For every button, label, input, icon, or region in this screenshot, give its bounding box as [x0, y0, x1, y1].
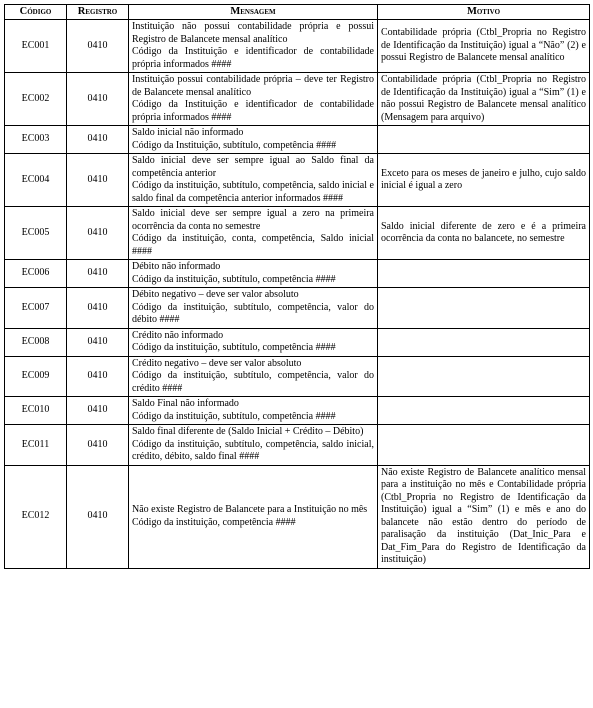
mensagem-line: Débito negativo – deve ser valor absoluto [132, 289, 299, 300]
motivo-cell [378, 425, 590, 466]
error-code: EC006 [5, 260, 67, 288]
mensagem-line: Código da instituição, subtítulo, competência, saldo inicial, crédito, débito, saldo final #### [132, 438, 374, 462]
mensagem-line: Código da Instituição e identificador de contabilidade própria informados #### [132, 46, 374, 70]
mensagem-cell [129, 20, 378, 73]
error-code: EC004 [5, 154, 67, 207]
registro-value: 0410 [67, 288, 129, 329]
motivo-line: Contabilidade própria (Ctbl_Propria no Registro de Identificação da Instituição) igual a “Não” (2) e possui Registro de Balancete mensal analítico [381, 27, 586, 64]
registro-value: 0410 [67, 397, 129, 425]
motivo-cell [378, 328, 590, 356]
mensagem-line: Código da instituição, subtítulo, competência #### [132, 342, 336, 353]
mensagem-line: Código da instituição, subtítulo, competência #### [132, 410, 336, 422]
mensagem-line: Crédito negativo – deve ser valor absoluto [132, 357, 302, 369]
mensagem-cell [129, 154, 378, 207]
registro-value: 0410 [67, 154, 129, 207]
motivo-cell [378, 207, 590, 260]
mensagem-cell [129, 356, 378, 397]
mensagem-line: Não existe Registro de Balancete para a Instituição no mês [132, 504, 368, 515]
error-code: EC010 [5, 397, 67, 425]
mensagem-line: Instituição não possui contabilidade própria e possui Registro de Balancete mensal analítico [132, 21, 374, 45]
mensagem-line: Saldo inicial deve ser sempre igual a zero na primeira ocorrência da conta no semestre [132, 208, 374, 232]
table-row [5, 397, 590, 425]
error-code: EC007 [5, 288, 67, 329]
mensagem-line: Código da instituição, competência #### [132, 516, 296, 528]
error-code: EC012 [5, 465, 67, 568]
motivo-line: Exceto para os meses de janeiro e julho, cujo saldo inicial é igual a zero [381, 167, 586, 191]
registro-value: 0410 [67, 20, 129, 73]
table-row [5, 20, 590, 73]
registro-value: 0410 [67, 328, 129, 356]
header-codigo: Código [5, 5, 67, 20]
mensagem-line: Saldo Final não informado [132, 398, 239, 409]
mensagem-cell [129, 397, 378, 425]
header-mensagem: Mensagem [129, 5, 378, 20]
error-code: EC002 [5, 73, 67, 126]
motivo-line: Saldo inicial diferente de zero e é a primeira ocorrência da conta no balancete, no semestre [381, 220, 586, 244]
mensagem-cell [129, 465, 378, 568]
header-registro: Registro [67, 5, 129, 20]
motivo-cell [378, 154, 590, 207]
header-motivo: Motivo [378, 5, 590, 20]
table-row [5, 328, 590, 356]
registro-value: 0410 [67, 126, 129, 154]
mensagem-line: Código da instituição, subtítulo, competência, valor do crédito #### [132, 370, 374, 394]
registro-value: 0410 [67, 207, 129, 260]
mensagem-line: Código da instituição, subtítulo, competência, saldo inicial e saldo final da competência anterior informados #### [132, 180, 374, 204]
error-code: EC008 [5, 328, 67, 356]
mensagem-cell [129, 260, 378, 288]
table-row [5, 288, 590, 329]
mensagem-cell [129, 126, 378, 154]
mensagem-cell [129, 73, 378, 126]
mensagem-line: Código da instituição, subtítulo, competência #### [132, 273, 336, 285]
registro-value: 0410 [67, 425, 129, 466]
mensagem-cell [129, 328, 378, 356]
table-row [5, 154, 590, 207]
error-code: EC003 [5, 126, 67, 154]
motivo-cell [378, 465, 590, 568]
table-body [5, 20, 590, 569]
error-code: EC001 [5, 20, 67, 73]
mensagem-line: Instituição possui contabilidade própria – deve ter Registro de Balancete mensal analítico [132, 74, 374, 98]
mensagem-line: Saldo inicial não informado [132, 127, 244, 138]
motivo-cell [378, 397, 590, 425]
mensagem-line: Débito não informado [132, 261, 221, 272]
registro-value: 0410 [67, 73, 129, 126]
error-code: EC009 [5, 356, 67, 397]
motivo-cell [378, 126, 590, 154]
header-row [5, 5, 590, 20]
table-row [5, 73, 590, 126]
registro-value: 0410 [67, 356, 129, 397]
motivo-line: Contabilidade própria (Ctbl_Propria no Registro de Identificação da Instituição) igual a “Sim” (1) e não possui Registro de Balancete mensal analítico (Mensagem para arquivo) [381, 74, 586, 123]
mensagem-line: Código da Instituição e identificador de contabilidade própria informados #### [132, 99, 374, 123]
error-code: EC011 [5, 425, 67, 466]
table-row [5, 207, 590, 260]
mensagem-line: Saldo final diferente de (Saldo Inicial + Crédito – Débito) [132, 426, 364, 437]
mensagem-cell [129, 288, 378, 329]
mensagem-cell [129, 425, 378, 466]
mensagem-line: Código da instituição, subtítulo, competência, valor do débito #### [132, 301, 374, 325]
error-code: EC005 [5, 207, 67, 260]
motivo-cell [378, 356, 590, 397]
mensagem-line: Código da instituição, conta, competência, Saldo inicial #### [132, 233, 374, 257]
motivo-cell [378, 288, 590, 329]
motivo-cell [378, 73, 590, 126]
mensagem-line: Código da Instituição, subtítulo, competência #### [132, 139, 337, 151]
mensagem-line: Crédito não informado [132, 329, 224, 341]
table-row [5, 126, 590, 154]
error-codes-table [4, 4, 590, 569]
registro-value: 0410 [67, 465, 129, 568]
table-row [5, 356, 590, 397]
mensagem-line: Saldo inicial deve ser sempre igual ao Saldo final da competência anterior [132, 155, 374, 179]
table-row [5, 260, 590, 288]
motivo-cell [378, 20, 590, 73]
motivo-line: Não existe Registro de Balancete analítico mensal para a instituição no mês e Contabilidade própria (Ctbl_Propria no Registro de Identificação da Instituição) igual a “Sim” (1) e mês e ano do balancete não estão dentro do período de paralisação da instituição (Dat_Inic_Para e Dat_Fim_Para do Registro de Identificação da instituição) [381, 466, 586, 565]
table-row [5, 425, 590, 466]
registro-value: 0410 [67, 260, 129, 288]
table-row [5, 465, 590, 568]
motivo-cell [378, 260, 590, 288]
mensagem-cell [129, 207, 378, 260]
